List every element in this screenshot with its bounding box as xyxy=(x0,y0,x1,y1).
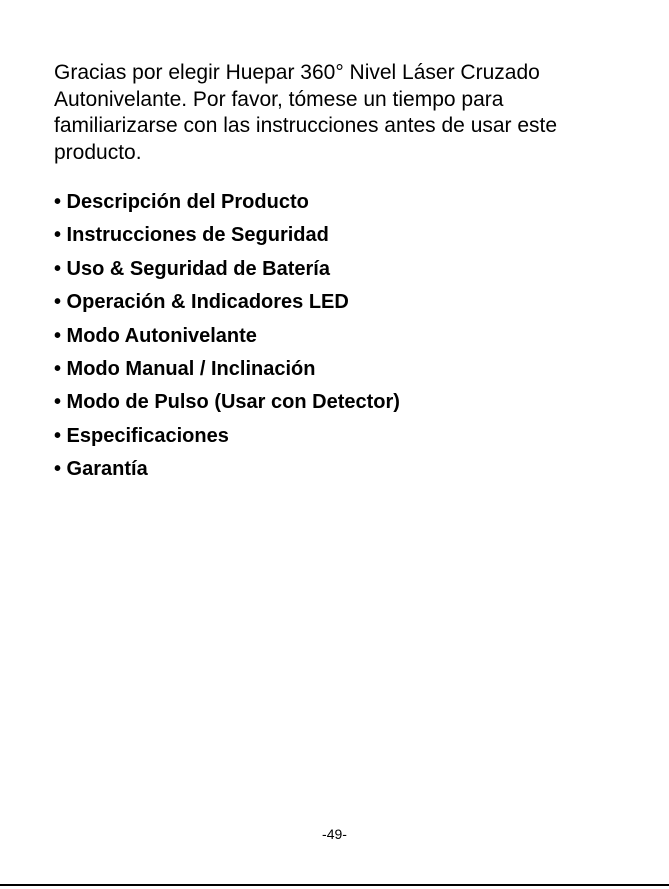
contents-item-warranty: • Garantía xyxy=(54,458,148,481)
contents-item-self-leveling-mode: • Modo Autonivelante xyxy=(54,324,257,347)
bottom-divider xyxy=(0,884,669,886)
intro-line: Gracias por elegir Huepar 360° Nivel Láser Cruzado xyxy=(54,61,540,84)
contents-item-pulse-mode: • Modo de Pulso (Usar con Detector) xyxy=(54,391,400,414)
intro-line: producto. xyxy=(54,140,142,164)
contents-item-product-description: • Descripción del Producto xyxy=(54,191,309,213)
page-number: -49- xyxy=(322,826,347,842)
contents-item-specifications: • Especificaciones xyxy=(54,424,229,447)
contents-item-battery: • Uso & Seguridad de Batería xyxy=(54,257,330,280)
contents-item-operation-led: • Operación & Indicadores LED xyxy=(54,291,349,314)
intro-line: Autonivelante. Por favor, tómese un tiempo para xyxy=(54,87,504,111)
contents-item-safety-instructions: • Instrucciones de Seguridad xyxy=(54,224,329,247)
contents-list xyxy=(54,186,400,487)
contents-item-manual-mode: • Modo Manual / Inclinación xyxy=(54,358,316,381)
intro-paragraph xyxy=(54,60,654,166)
intro-line: familiarizarse con las instrucciones antes de usar este xyxy=(54,114,558,137)
